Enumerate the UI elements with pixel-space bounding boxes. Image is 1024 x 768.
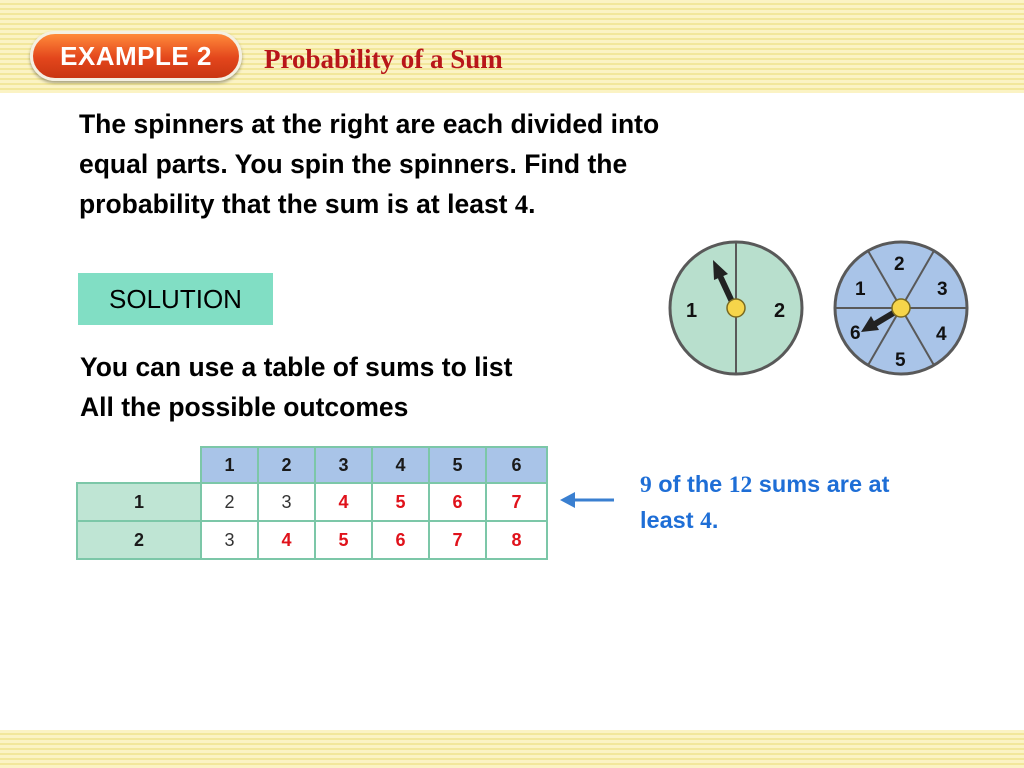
table-cell-sum-highlighted: 5: [371, 482, 430, 522]
table-column-header: 1: [200, 446, 259, 484]
table-row-header: 2: [76, 520, 202, 560]
table-cell-sum-highlighted: 4: [314, 482, 373, 522]
table-cell-sum-highlighted: 7: [485, 482, 548, 522]
example-badge-label: EXAMPLE 2: [60, 40, 212, 71]
problem-line-2: equal parts. You spin the spinners. Find the: [79, 149, 628, 179]
callout-line-1: [640, 467, 970, 503]
problem-line-3: [79, 184, 859, 224]
table-column-header: 2: [257, 446, 316, 484]
callout-of-the: of the: [651, 471, 729, 497]
table-cell-sum-highlighted: 6: [371, 520, 430, 560]
table-cell-sum-highlighted: 7: [428, 520, 487, 560]
problem-threshold-number: 4: [514, 189, 529, 219]
spinner-b-label-3: 3: [937, 279, 948, 300]
spinner-b-label-4: 4: [936, 324, 947, 345]
spinner-a-label-2: 2: [774, 300, 786, 322]
solution-note: [80, 347, 660, 427]
spinner-b-label-2: 2: [894, 254, 905, 275]
table-row-header: 1: [76, 482, 202, 522]
callout-sums-are-at: sums are at: [752, 471, 890, 497]
six-part-spinner: [831, 238, 971, 378]
solution-label-box: [78, 273, 273, 325]
solution-note-line-1: You can use a table of sums to list: [80, 352, 513, 382]
table-column-header: 3: [314, 446, 373, 484]
lesson-title: Probability of a Sum: [264, 44, 503, 74]
problem-statement: [79, 104, 859, 224]
spinner-b-hub: [892, 299, 910, 317]
spinner-b-label-6: 6: [850, 323, 861, 344]
problem-line-3-end: .: [528, 189, 536, 219]
problem-line-1: The spinners at the right are each divided into: [79, 109, 660, 139]
table-cell-sum-highlighted: 5: [314, 520, 373, 560]
callout-line-2: [640, 503, 970, 539]
table-column-header: 4: [371, 446, 430, 484]
spinner-a-label-1: 1: [686, 300, 698, 322]
spinner-b-label-5: 5: [895, 350, 906, 371]
solution-note-line-2: All the possible outcomes: [80, 392, 409, 422]
problem-line-3-text: probability that the sum is at least: [79, 189, 515, 219]
table-cell-sum: 2: [200, 482, 259, 522]
bottom-striped-band: [0, 730, 1024, 768]
callout-least: least: [640, 507, 701, 533]
table-cell-sum: 3: [257, 482, 316, 522]
table-column-header: 6: [485, 446, 548, 484]
callout-favorable-count: 9: [640, 472, 652, 498]
result-callout: [640, 467, 970, 539]
table-of-sums: [76, 446, 548, 560]
example-badge: [30, 31, 242, 81]
left-arrow-icon: [558, 489, 616, 511]
callout-threshold-number: 4: [700, 508, 712, 534]
two-part-spinner: [666, 238, 806, 378]
table-column-header: 5: [428, 446, 487, 484]
spinner-a-hub: [727, 299, 745, 317]
table-cell-sum-highlighted: 4: [257, 520, 316, 560]
table-cell-sum-highlighted: 6: [428, 482, 487, 522]
table-cell-sum-highlighted: 8: [485, 520, 548, 560]
callout-period: .: [711, 507, 719, 533]
solution-label: SOLUTION: [109, 283, 242, 314]
spinner-b-label-1: 1: [855, 279, 866, 300]
table-cell-sum: 3: [200, 520, 259, 560]
callout-total-count: 12: [728, 472, 753, 498]
